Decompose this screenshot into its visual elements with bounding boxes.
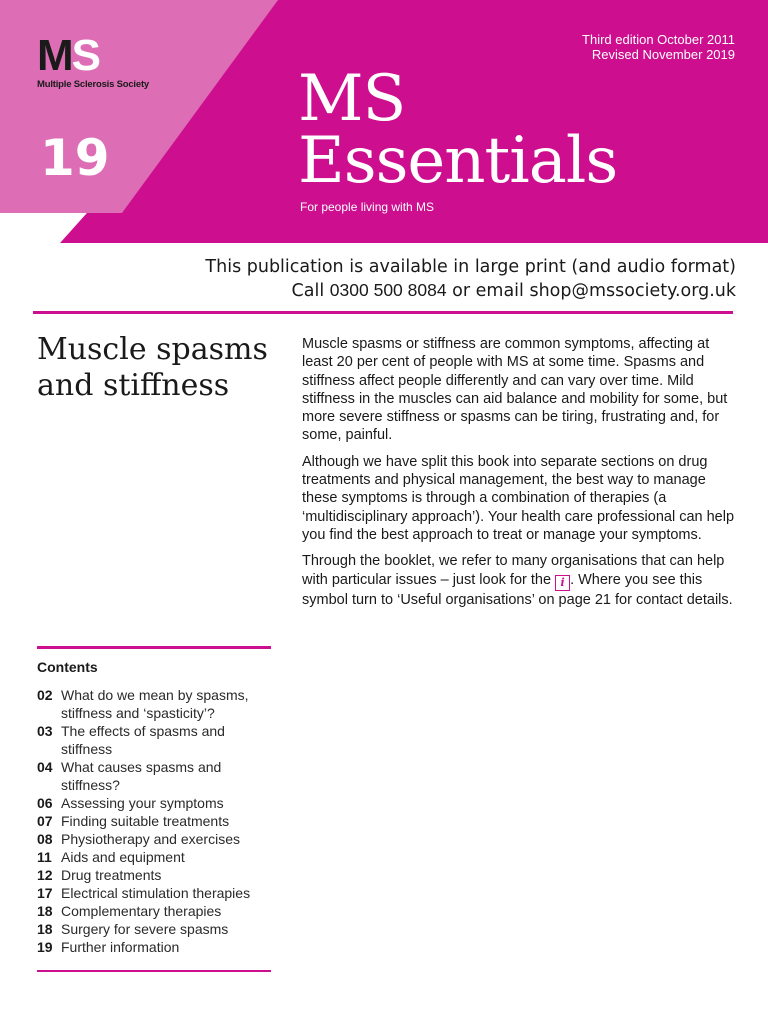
contents-item[interactable] xyxy=(37,812,277,830)
contents-item-title: Further information xyxy=(61,939,180,955)
availability-line: This publication is available in large print (and audio format) xyxy=(205,257,736,277)
contents-list xyxy=(37,686,277,956)
body-paragraph: Although we have split this book into separate sections on drug treatments and physical management, the best way to manage these symptoms is through a combination of therapies (a ‘multidisciplinary approach’). Your health care professional can help you find the best approach to treat or manage your symptoms. xyxy=(302,453,735,543)
contents-page-number: 18 xyxy=(37,903,53,919)
info-icon: i xyxy=(555,575,570,591)
divider-contents-bottom xyxy=(37,970,271,972)
contents-item[interactable] xyxy=(37,920,277,938)
revision-line: Revised November 2019 xyxy=(591,47,735,62)
contents-item-title: Assessing your symptoms xyxy=(61,795,224,811)
contents-item-title: Aids and equipment xyxy=(61,849,185,865)
body-paragraph: Through the booklet, we refer to many organisations that can help with particular issues – just look for the i . Where you see this symbol turn to ‘Useful organisations’ on page 21 for contact details. xyxy=(302,553,733,608)
contents-page-number: 03 xyxy=(37,723,53,739)
contents-item[interactable] xyxy=(37,848,277,866)
contents-item[interactable] xyxy=(37,686,277,722)
phone-number[interactable]: 0300 500 8084 xyxy=(329,280,447,300)
contents-item[interactable] xyxy=(37,794,277,812)
availability-notice xyxy=(205,256,736,303)
contents-title: Contents xyxy=(37,659,98,675)
contents-item-title: What causes spasms and stiffness? xyxy=(61,759,222,793)
edition-info xyxy=(582,32,735,62)
page-heading: Muscle spasms and stiffness xyxy=(37,332,268,403)
series-title: MS Essentials xyxy=(298,62,618,198)
contents-page-number: 19 xyxy=(37,939,53,955)
body-paragraph: Muscle spasms or stiffness are common symptoms, affecting at least 20 per cent of people with MS at some time. Spasms and stiffness affect people differently and can vary over time. Mild stiffness in the muscles can aid balance and mobility for some, but more severe stiffness or spasms can be tiring, frustrating and, for some, painful. xyxy=(302,336,728,444)
contents-item[interactable] xyxy=(37,902,277,920)
contents-item[interactable] xyxy=(37,830,277,848)
contents-item-title: What do we mean by spasms, stiffness and ‘spasticity’? xyxy=(61,687,249,721)
contents-item-title: Surgery for severe spasms xyxy=(61,921,229,937)
contents-page-number: 17 xyxy=(37,885,53,901)
logo-mark: MS xyxy=(37,31,100,80)
contents-page-number: 06 xyxy=(37,795,53,811)
contents-item-title: Physiotherapy and exercises xyxy=(61,831,240,847)
contents-item[interactable] xyxy=(37,884,277,902)
logo-organisation-name: Multiple Sclerosis Society xyxy=(37,79,150,90)
contents-page-number: 18 xyxy=(37,921,53,937)
contents-item-title: Drug treatments xyxy=(61,867,162,883)
contents-item[interactable] xyxy=(37,758,277,794)
contents-item[interactable] xyxy=(37,866,277,884)
contents-item-title: Finding suitable treatments xyxy=(61,813,230,829)
contents-item[interactable] xyxy=(37,938,277,956)
tagline: For people living with MS xyxy=(300,200,435,214)
email-text[interactable]: or email shop@mssociety.org.uk xyxy=(452,281,736,301)
contents-item-title: The effects of spasms and stiffness xyxy=(61,723,225,757)
ms-society-logo[interactable] xyxy=(37,31,150,90)
contents-item-title: Electrical stimulation therapies xyxy=(61,885,251,901)
contents-page-number: 11 xyxy=(37,849,52,865)
divider-top xyxy=(33,311,733,314)
contents-page-number: 02 xyxy=(37,687,53,703)
divider-contents-top xyxy=(37,646,271,649)
cover-header xyxy=(0,0,768,245)
edition-line: Third edition October 2011 xyxy=(582,32,735,47)
intro-text xyxy=(302,335,742,617)
contact-line: Call 0300 500 8084 or email shop@mssociety.org.uk xyxy=(291,280,736,301)
contents-page-number: 12 xyxy=(37,867,53,883)
contents-item[interactable] xyxy=(37,722,277,758)
contents-page-number: 04 xyxy=(37,759,53,775)
issue-number: 19 xyxy=(40,129,110,187)
contents-item-title: Complementary therapies xyxy=(61,903,222,919)
contents-page-number: 08 xyxy=(37,831,53,847)
contents-page-number: 07 xyxy=(37,813,53,829)
